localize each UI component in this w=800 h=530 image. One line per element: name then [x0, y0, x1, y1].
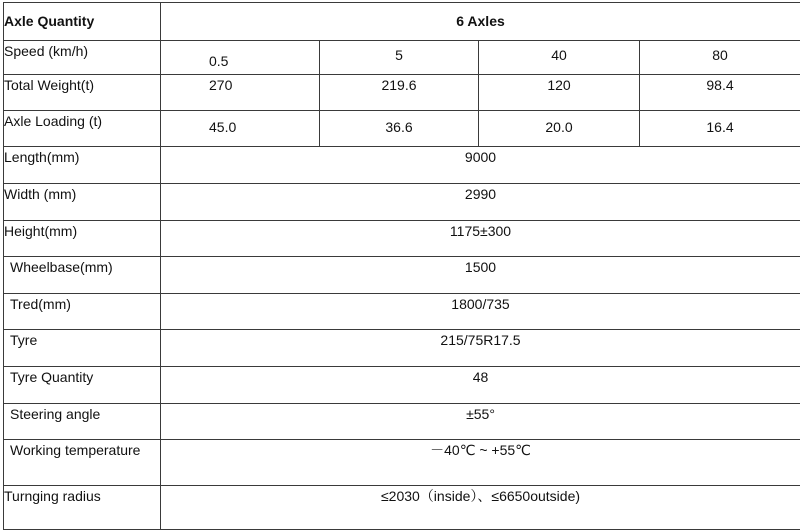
row-value: －40℃ ~ +55℃ — [161, 440, 800, 486]
row-wheelbase — [4, 257, 800, 294]
cell-value: 98.4 — [640, 75, 800, 111]
row-steering-angle — [4, 404, 800, 440]
cell-value: 0.5 — [161, 41, 320, 75]
row-label: Turnging radius — [4, 486, 161, 530]
row-tyre — [4, 330, 800, 367]
cell-value: 36.6 — [320, 111, 479, 147]
row-value: 1800/735 — [161, 294, 800, 330]
row-value: 1500 — [161, 257, 800, 294]
row-length — [4, 147, 800, 184]
cell-value: 40 — [479, 41, 640, 75]
row-label: Tyre Quantity — [4, 367, 161, 404]
row-label: Axle Quantity — [4, 3, 161, 41]
cell-value: 80 — [640, 41, 800, 75]
row-label: Working temperature — [4, 440, 161, 486]
row-value: 1175±300 — [161, 221, 800, 257]
row-label: Width (mm) — [4, 184, 161, 221]
cell-value: 20.0 — [479, 111, 640, 147]
spec-table — [3, 2, 800, 530]
row-height — [4, 221, 800, 257]
row-tyre-quantity — [4, 367, 800, 404]
cell-value: 16.4 — [640, 111, 800, 147]
row-value: ±55° — [161, 404, 800, 440]
row-label: Length(mm) — [4, 147, 161, 184]
row-value: 48 — [161, 367, 800, 404]
cell-value: 219.6 — [320, 75, 479, 111]
row-value: 215/75R17.5 — [161, 330, 800, 367]
row-label: Wheelbase(mm) — [4, 257, 161, 294]
row-value: 9000 — [161, 147, 800, 184]
row-value: ≤2030（inside）、≤6650outside) — [161, 486, 800, 530]
row-label: Total Weight(t) — [4, 75, 161, 111]
row-working-temperature — [4, 440, 800, 486]
row-label: Height(mm) — [4, 221, 161, 257]
row-axle-loading — [4, 111, 800, 147]
row-tred — [4, 294, 800, 330]
row-speed — [4, 41, 800, 75]
row-total-weight — [4, 75, 800, 111]
row-axle-quantity — [4, 3, 800, 41]
row-label: Axle Loading (t) — [4, 111, 161, 147]
row-value: 6 Axles — [161, 3, 800, 41]
cell-value: 45.0 — [161, 111, 320, 147]
row-width — [4, 184, 800, 221]
row-label: Speed (km/h) — [4, 41, 161, 75]
row-label: Tred(mm) — [4, 294, 161, 330]
cell-value: 120 — [479, 75, 640, 111]
row-label: Steering angle — [4, 404, 161, 440]
cell-value: 5 — [320, 41, 479, 75]
row-turning-radius — [4, 486, 800, 530]
row-label: Tyre — [4, 330, 161, 367]
cell-value: 270 — [161, 75, 320, 111]
row-value: 2990 — [161, 184, 800, 221]
